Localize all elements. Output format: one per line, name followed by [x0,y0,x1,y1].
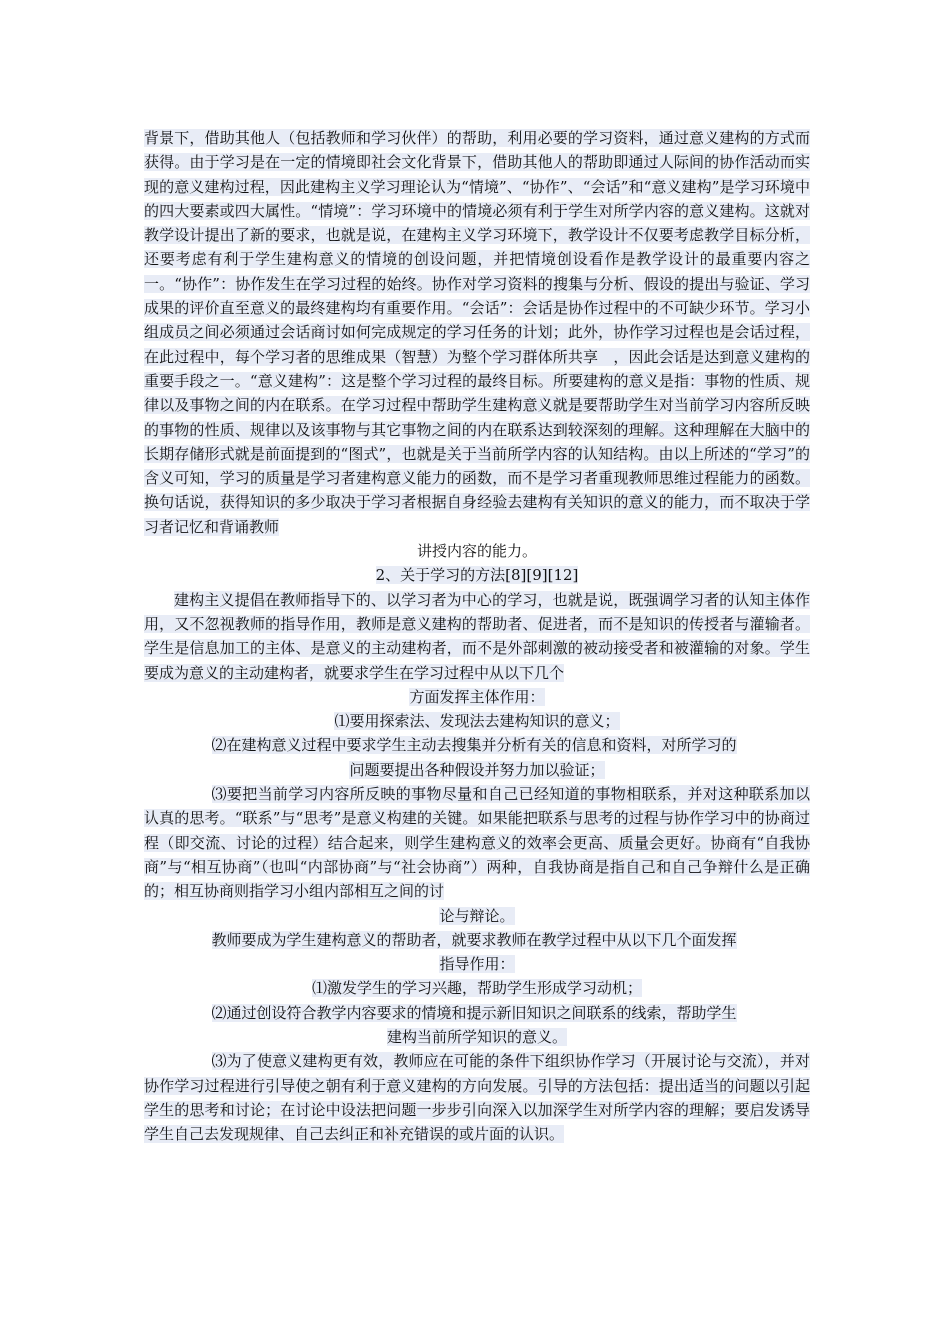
paragraph-teacher-role: 教师要成为学生建构意义的帮助者，就要求教师在教学过程中从以下几个面发挥 [211,930,737,949]
teacher-item-2-end: 建构当前所学知识的意义。 [386,1027,567,1046]
paragraph-learner-centered-end: 方面发挥主体作用： [409,687,545,706]
student-item-2-end: 问题要提出各种假设并努力加以验证； [349,760,605,779]
paragraph-teacher-role-end: 指导作用： [439,955,515,974]
teacher-item-3: ⑶为了使意义建构更有效，教师应在可能的条件下组织协作学习（开展讨论与交流），并对协作学习过程进行引导使之朝有利于意义建构的方向发展。引导的方法包括：提出适当的问题以引起学生的思考和讨论；在讨论中设法把问题一步步引向深入以加深学生对所学内容的理解；要启发诱导学生自己去发现规律、自己去纠正和补充错误的或片面的认识。 [144,1052,810,1144]
section-heading: 2、关于学习的方法[8][9][12] [375,566,579,585]
paragraph-learning-elements-end: 讲授内容的能力。 [416,542,537,561]
teacher-item-1: ⑴激发学生的学习兴趣，帮助学生形成学习动机； [311,979,642,998]
student-item-2: ⑵在建构意义过程中要求学生主动去搜集并分析有关的信息和资料，对所学习的 [211,736,737,755]
teacher-item-2: ⑵通过创设符合教学内容要求的情境和提示新旧知识之间联系的线索，帮助学生 [211,1003,737,1022]
student-item-1: ⑴要用探索法、发现法去建构知识的意义； [334,712,620,731]
paragraph-learning-elements: 背景下，借助其他人（包括教师和学习伙伴）的帮助，利用必要的学习资料，通过意义建构的方式而获得。由于学习是在一定的情境即社会文化背景下，借助其他人的帮助即通过人际间的协作活动而实现的意义建构过程，因此建构主义学习理论认为“情境”、“协作”、“会话”和“意义建构”是学习环境中的四大要素或四大属性。“情境”：学习环境中的情境必须有利于学生对所学内容的意义建构。这就对教学设计提出了新的要求，也就是说，在建构主义学习环境下，教学设计不仅要考虑教学目标分析，还要考虑有利于学生建构意义的情境的创设问题，并把情境创设看作是教学设计的最重要内容之一。“协作”：协作发生在学习过程的始终。协作对学习资料的搜集与分析、假设的提出与验证、学习成果的评价直至意义的最终建构均有重要作用。“会话”：会话是协作过程中的不可缺少环节。学习小组成员之间必须通过会话商讨如何完成规定的学习任务的计划；此外，协作学习过程也是会话过程，在此过程中，每个学习者的思维成果（智慧）为整个学习群体所共享 ，因此会话是达到意义建构的重要手段之一。“意义建构”：这是整个学习过程的最终目标。所要建构的意义是指：事物的性质、规律以及事物之间的内在联系。在学习过程中帮助学生建构意义就是要帮助学生对当前学习内容所反映的事物的性质、规律以及该事物与其它事物之间的内在联系达到较深刻的理解。这种理解在大脑中的长期存储形式就是前面提到的“图式”，也就是关于当前所学内容的认知结构。由以上所述的“学习”的含义可知，学习的质量是学习者建构意义能力的函数，而不是学习者重现教师思维过程能力的函数。换句话说，获得知识的多少取决于学习者根据自身经验去建构有关知识的意义的能力，而不取决于学习者记忆和背诵教师 [144,129,810,536]
paragraph-learner-centered: 建构主义提倡在教师指导下的、以学习者为中心的学习，也就是说，既强调学习者的认知主体作用，又不忽视教师的指导作用，教师是意义建构的帮助者、促进者，而不是知识的传授者与灌输者。学生是信息加工的主体、是意义的主动建构者，而不是外部刺激的被动接受者和被灌输的对象。学生要成为意义的主动建构者，就要求学生在学习过程中从以下几个 [144,590,810,682]
student-item-3-end: 论与辩论。 [439,906,515,925]
student-item-3: ⑶要把当前学习内容所反映的事物尽量和自己已经知道的事物相联系，并对这种联系加以认真的思考。“联系”与“思考”是意义构建的关键。如果能把联系与思考的过程与协作学习中的协商过程（即交流、讨论的过程）结合起来，则学生建构意义的效率会更高、质量会更好。协商有“自我协商”与“相互协商”（也叫“内部协商”与“社会协商”）两种，自我协商是指自己和自己争辩什么是正确的；相互协商则指学习小组内部相互之间的讨 [144,785,810,901]
document-body [144,126,810,1146]
